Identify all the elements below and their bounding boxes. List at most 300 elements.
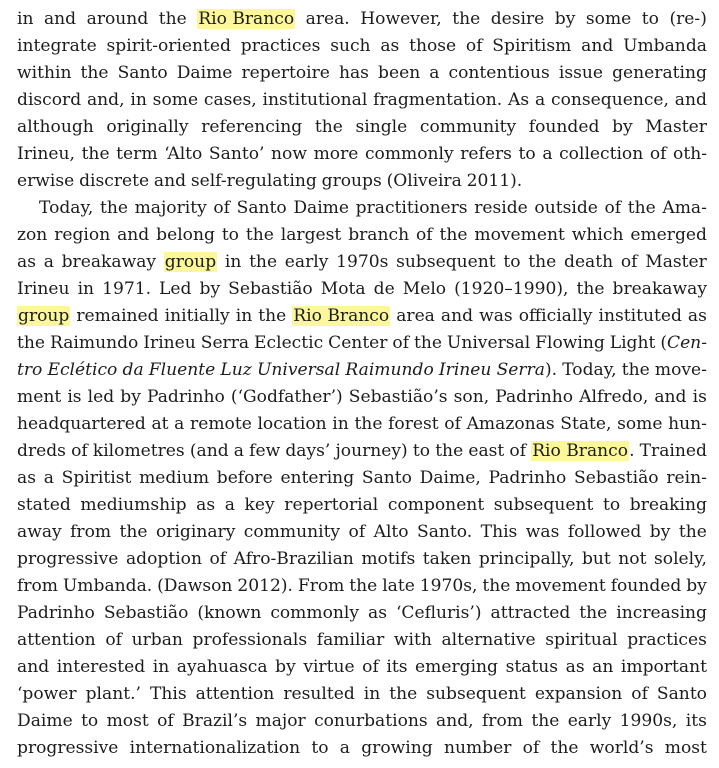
word: [71, 438, 88, 465]
word: [147, 384, 225, 411]
word-text: most: [664, 738, 707, 758]
word: [354, 411, 382, 438]
word: [627, 627, 707, 654]
word: [254, 330, 323, 357]
text-line: [17, 303, 707, 330]
text-line: [17, 384, 707, 411]
word-text: attention: [17, 630, 96, 650]
word: [482, 573, 510, 600]
word-text: a: [233, 441, 244, 461]
word-text: Led: [159, 279, 192, 299]
word: [396, 303, 435, 330]
word-text: region: [54, 225, 111, 245]
word: [515, 573, 605, 600]
word: [586, 6, 631, 33]
word: [440, 222, 468, 249]
word-text: to: [503, 252, 521, 272]
word: [107, 708, 149, 735]
word: [332, 411, 348, 438]
word: [474, 222, 564, 249]
word-text: Rio Branco: [532, 441, 629, 461]
word-text: some: [617, 414, 663, 434]
word-text: son,: [453, 387, 490, 407]
word: [298, 573, 345, 600]
word-text: in: [363, 684, 381, 704]
text-line: [17, 411, 707, 438]
word: [285, 249, 329, 276]
word-text: ‘Alto: [164, 144, 203, 164]
word: [617, 411, 662, 438]
text-line: [17, 6, 707, 33]
word-text: (‘Godfather’): [230, 387, 343, 407]
text-line: [17, 114, 707, 141]
word: [50, 330, 138, 357]
word-text: is: [692, 387, 707, 407]
word: [675, 87, 707, 114]
word-text: and,: [436, 711, 474, 731]
text-line: [17, 735, 707, 762]
word: [182, 708, 247, 735]
word-text: motifs: [361, 549, 416, 569]
word-text: the: [80, 63, 109, 83]
word: [303, 654, 354, 681]
word: [57, 654, 145, 681]
word-text: as: [17, 468, 36, 488]
word-text: was: [525, 522, 560, 542]
word: [120, 519, 148, 546]
word: [551, 735, 579, 762]
word: [328, 330, 387, 357]
word: [120, 384, 141, 411]
word: [118, 60, 168, 87]
word: [237, 195, 287, 222]
word: [669, 6, 706, 33]
word-text: Today,: [39, 198, 94, 218]
word-text: the: [314, 117, 343, 137]
text-line: [17, 195, 707, 222]
word: [17, 681, 77, 708]
word-text: outside: [534, 198, 598, 218]
word: [535, 87, 545, 114]
word: [460, 141, 512, 168]
word-text: 2012).: [237, 576, 293, 596]
italic-text: Raimundo: [345, 360, 434, 380]
word-text: the: [439, 225, 468, 245]
word: [156, 519, 235, 546]
word: [314, 141, 359, 168]
word-text: forest: [388, 414, 439, 434]
word-text: Sebastião’s: [348, 387, 448, 407]
word-text: the: [158, 9, 187, 29]
word: [621, 654, 707, 681]
word: [93, 438, 185, 465]
word-text: integrate: [17, 36, 97, 56]
word-text: from: [17, 576, 58, 596]
word-text: community: [243, 522, 341, 542]
word: [362, 465, 412, 492]
word: [654, 546, 707, 573]
word: [17, 222, 47, 249]
word: [102, 276, 151, 303]
word: [618, 546, 646, 573]
word: [479, 546, 575, 573]
word-text: zon: [17, 225, 48, 245]
word: [17, 6, 33, 33]
word-text: Mota: [320, 279, 366, 299]
word-text: to: [221, 225, 239, 245]
word-text: taken: [422, 549, 472, 569]
word: [81, 708, 98, 735]
word-text: mediumship: [80, 495, 187, 515]
text-line: [17, 465, 707, 492]
word: [360, 6, 441, 33]
word: [174, 411, 184, 438]
word: [336, 249, 388, 276]
word-text: community: [419, 117, 517, 137]
text-line: [17, 330, 707, 357]
word-text: death: [564, 252, 614, 272]
word-text: Santo’: [208, 144, 265, 164]
word: [417, 519, 472, 546]
text-line: [17, 168, 707, 195]
word-text: growing: [361, 738, 433, 758]
word-text: of: [105, 630, 122, 650]
word-text: solely,: [654, 549, 707, 569]
word: [258, 303, 286, 330]
word-text: east: [468, 441, 505, 461]
text-line: [17, 519, 707, 546]
word: [621, 249, 638, 276]
word: [631, 681, 648, 708]
word-text: Padrinho: [17, 603, 95, 623]
word-text: world’s: [589, 738, 654, 758]
word-text: consequence,: [551, 90, 669, 110]
word-text: Light: [609, 333, 656, 353]
italic-text: Irineu: [438, 360, 492, 380]
word: [17, 438, 66, 465]
word: [228, 276, 313, 303]
word: [365, 141, 454, 168]
word: [190, 411, 252, 438]
word-text: location: [257, 414, 327, 434]
word-text: emerging: [415, 657, 499, 677]
word: [88, 384, 115, 411]
word-text: to: [518, 144, 536, 164]
word-text: 1970s,: [419, 576, 478, 596]
word-text: Padrinho: [146, 387, 225, 407]
word-text: the: [17, 333, 45, 353]
word: [519, 303, 593, 330]
word-text: of: [649, 144, 667, 164]
word: [209, 141, 265, 168]
word: [665, 735, 707, 762]
word-text: now: [271, 144, 307, 164]
word-text: Padrinho: [488, 468, 567, 488]
word: [249, 438, 280, 465]
word: [491, 600, 571, 627]
word: [362, 654, 379, 681]
word-text: within: [17, 63, 72, 83]
word: [605, 195, 622, 222]
word-text: of: [509, 441, 527, 461]
word: [79, 168, 149, 195]
word: [387, 168, 462, 195]
word-text: headquartered: [17, 414, 146, 434]
word: [81, 60, 109, 87]
word-text: Master: [645, 117, 707, 137]
word-text: expansion: [534, 684, 623, 704]
word: [349, 519, 366, 546]
word-text: has: [338, 63, 369, 83]
word-text: a: [534, 90, 546, 110]
word: [270, 600, 359, 627]
word-text: by: [554, 9, 576, 29]
word: [348, 222, 409, 249]
word: [116, 141, 157, 168]
word: [17, 708, 73, 735]
word: [17, 735, 118, 762]
text-line: [17, 222, 707, 249]
word-text: in: [224, 252, 242, 272]
word-text: .: [629, 441, 635, 461]
word: [454, 276, 568, 303]
word: [281, 222, 342, 249]
text-line: [17, 276, 707, 303]
word: [435, 438, 463, 465]
word-text: and: [43, 9, 77, 29]
word-text: Ama-: [662, 198, 707, 218]
word-text: as: [565, 657, 585, 677]
word: [339, 60, 369, 87]
word: [249, 249, 277, 276]
word: [495, 384, 573, 411]
word-text: of: [631, 684, 648, 704]
text-line: [17, 546, 707, 573]
word: [382, 573, 415, 600]
word-text: in: [152, 657, 170, 677]
word: [201, 114, 302, 141]
word-text: with: [393, 630, 432, 650]
word: [489, 465, 567, 492]
text-line: [17, 573, 707, 600]
word-text: the: [531, 711, 560, 731]
word-text: commonly: [270, 603, 360, 623]
word: [467, 168, 523, 195]
word-text: Santo.: [417, 522, 473, 542]
word-text: Serra: [200, 333, 250, 353]
word: [217, 465, 273, 492]
word: [497, 357, 557, 384]
word: [355, 114, 407, 141]
word-text: Irineu: [17, 279, 70, 299]
word: [86, 681, 141, 708]
word-text: Alto: [373, 522, 409, 542]
word: [349, 384, 448, 411]
word-text: area.: [305, 9, 350, 29]
word: [315, 114, 343, 141]
word-text: Santo: [236, 198, 287, 218]
word: [222, 222, 239, 249]
word-text: refers: [460, 144, 512, 164]
word-text: key: [244, 495, 275, 515]
word: [388, 492, 484, 519]
word: [531, 708, 559, 735]
word-text: spirit-oriented: [106, 36, 231, 56]
word: [245, 492, 275, 519]
word-text: oth-: [673, 144, 707, 164]
word: [62, 465, 132, 492]
word: [345, 357, 433, 384]
text-line: [17, 249, 707, 276]
word: [592, 654, 613, 681]
word: [468, 438, 504, 465]
word: [662, 195, 707, 222]
word: [177, 60, 233, 87]
word-text: as: [17, 252, 36, 272]
word: [579, 384, 648, 411]
word: [630, 222, 707, 249]
word: [67, 384, 81, 411]
word: [213, 195, 230, 222]
word-text: important: [620, 657, 707, 677]
word: [330, 33, 370, 60]
word-text: the: [258, 306, 287, 326]
word: [467, 411, 555, 438]
word: [191, 168, 317, 195]
word: [688, 303, 707, 330]
word: [444, 411, 461, 438]
word-text: Sebastião: [574, 468, 659, 488]
word-text: cases,: [203, 90, 257, 110]
word-text: most: [106, 711, 149, 731]
word: [642, 6, 659, 33]
word-text: Melo: [402, 279, 447, 299]
word: [63, 573, 152, 600]
word: [17, 411, 146, 438]
word: [568, 708, 612, 735]
word: [317, 627, 385, 654]
word-text: as: [368, 603, 387, 623]
word-text: a: [339, 738, 350, 758]
word-text: virtue: [303, 657, 355, 677]
word: [693, 384, 707, 411]
word-text: self-regulating: [190, 171, 317, 191]
word-text: Daime: [293, 198, 350, 218]
word-text: the: [627, 198, 656, 218]
word: [657, 681, 707, 708]
word: [503, 249, 520, 276]
text-line: [17, 492, 707, 519]
word-text: discord: [17, 90, 82, 110]
word-text: resulted: [283, 684, 355, 704]
word-text: the: [119, 522, 148, 542]
word: [17, 168, 74, 195]
word: [283, 681, 354, 708]
word-text: in: [332, 414, 349, 434]
word-text: practitioners: [355, 198, 468, 218]
highlighted-word: [197, 6, 295, 33]
word: [650, 141, 667, 168]
word: [107, 33, 231, 60]
word: [528, 249, 556, 276]
text-line: [17, 708, 707, 735]
word-text: Sebastião: [103, 603, 189, 623]
word: [306, 6, 350, 33]
word-text: (and: [189, 441, 229, 461]
word: [356, 195, 468, 222]
word: [321, 276, 366, 303]
word: [78, 276, 94, 303]
text-line: [17, 60, 707, 87]
word-text: familiar: [316, 630, 385, 650]
word: [599, 303, 682, 330]
word-text: the: [245, 225, 274, 245]
word: [603, 492, 620, 519]
word: [17, 330, 45, 357]
word: [560, 411, 611, 438]
word: [231, 384, 343, 411]
word-text: and: [117, 225, 150, 245]
word-text: initially: [164, 306, 230, 326]
word: [157, 708, 174, 735]
word: [17, 492, 71, 519]
word-text: Eclectic: [254, 333, 324, 353]
word-text: some: [585, 9, 632, 29]
word: [80, 492, 186, 519]
word: [535, 330, 605, 357]
word-text: an: [592, 657, 614, 677]
word: [373, 87, 502, 114]
italic-text: Cen-: [666, 333, 707, 353]
text-line: [17, 87, 707, 114]
word-text: of: [213, 198, 230, 218]
word-text: remote: [190, 414, 252, 434]
word-text: major: [255, 711, 306, 731]
word: [403, 276, 446, 303]
word-text: term: [116, 144, 158, 164]
word: [449, 60, 550, 87]
word: [423, 546, 472, 573]
word: [263, 87, 368, 114]
word-text: practices: [627, 630, 707, 650]
word: [246, 222, 274, 249]
word-text: institutional: [262, 90, 368, 110]
word-text: fragmentation.: [373, 90, 503, 110]
word-text: by: [120, 387, 141, 407]
word-text: a: [43, 252, 54, 272]
word: [204, 87, 257, 114]
word-text: been: [378, 63, 421, 83]
word-text: Master: [645, 252, 707, 272]
word-text: component: [387, 495, 485, 515]
word: [519, 141, 536, 168]
highlighted-word: [292, 303, 390, 330]
word-text: breakaway: [61, 252, 157, 272]
word-text: single: [355, 117, 408, 137]
word-text: (re-): [669, 9, 707, 29]
word: [562, 357, 616, 384]
word: [164, 141, 202, 168]
word: [436, 708, 474, 735]
italic-text: da: [122, 360, 144, 380]
word-text: officially: [518, 306, 593, 326]
word-text: branch: [348, 225, 410, 245]
word: [392, 330, 409, 357]
word: [673, 141, 707, 168]
word-text: (Oliveira: [386, 171, 462, 191]
word: [17, 546, 118, 573]
word-text: of: [157, 711, 174, 731]
